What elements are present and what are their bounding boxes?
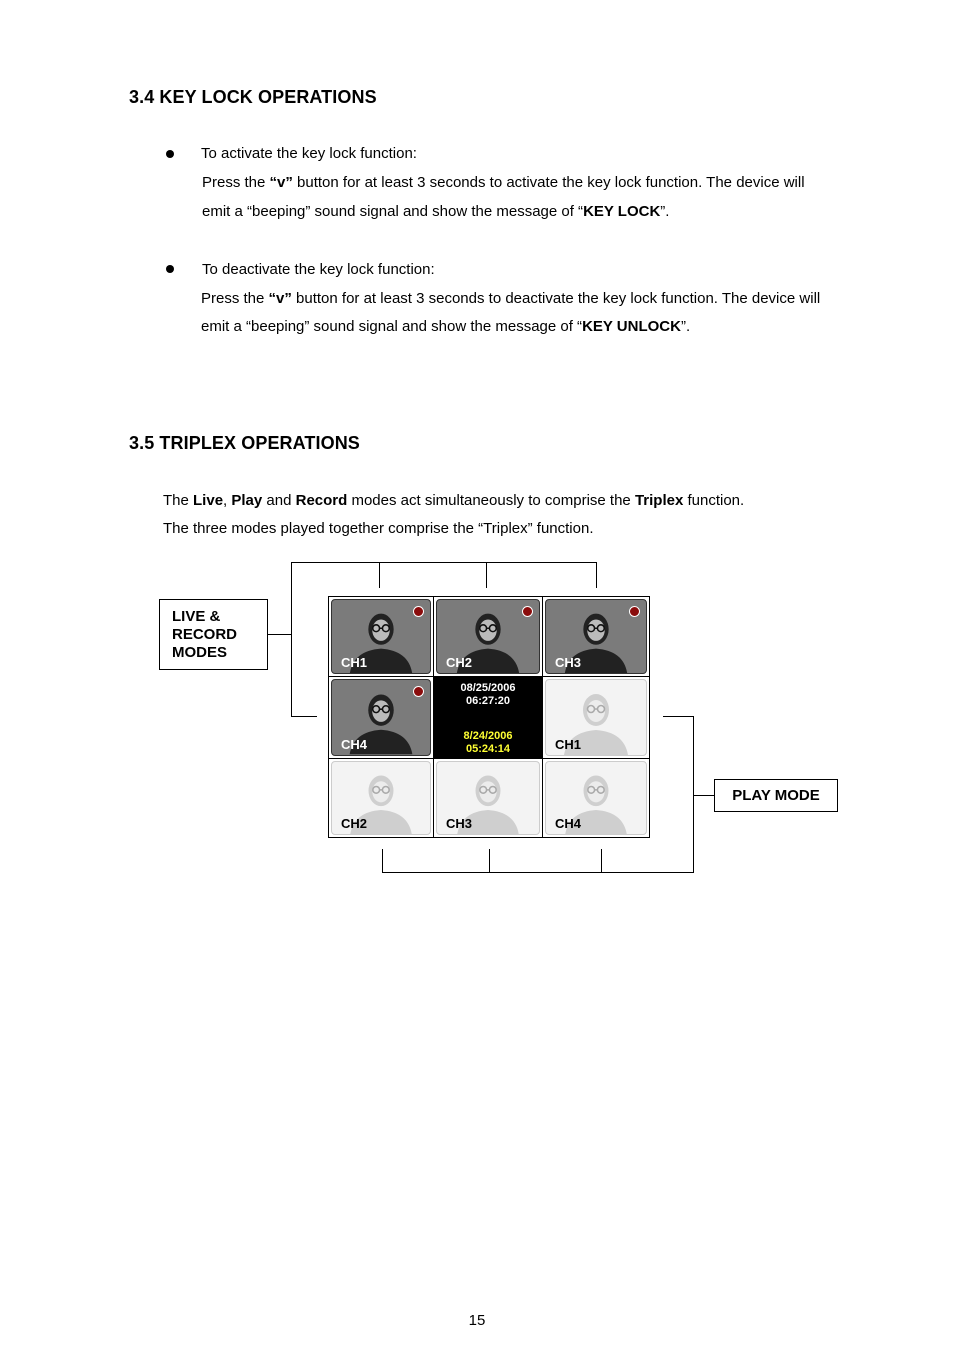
- connector-line: [489, 849, 490, 873]
- triplex-paragraph-2: The three modes played together comprise the “Triplex” function.: [163, 520, 594, 537]
- live-channel-cell[interactable]: CH4: [329, 677, 433, 758]
- play-channel-cell[interactable]: CH2: [329, 759, 433, 837]
- connector-line: [486, 562, 487, 588]
- item1-line2: emit a “beeping” sound signal and show the message of “KEY LOCK”.: [202, 203, 670, 220]
- connector-line: [601, 849, 602, 873]
- live-channel-cell[interactable]: CH1: [329, 597, 433, 676]
- triplex-monitor-grid: [328, 596, 650, 838]
- live-time: 06:27:20: [465, 695, 511, 707]
- triplex-paragraph-1: The Live, Play and Record modes act simultaneously to comprise the Triplex function.: [163, 492, 745, 509]
- section-heading-key-lock: 3.4 KEY LOCK OPERATIONS: [129, 87, 377, 107]
- connector-line: [382, 872, 694, 873]
- page-number: 15: [468, 1312, 486, 1329]
- connector-line: [268, 634, 292, 635]
- item2-line2: emit a “beeping” sound signal and show the message of “KEY UNLOCK”.: [201, 318, 691, 335]
- bullet-icon: [166, 150, 174, 158]
- play-date: 8/24/2006: [463, 730, 513, 742]
- live-record-modes-label: LIVE & RECORD MODES: [159, 599, 268, 670]
- connector-line: [291, 716, 317, 717]
- play-time: 05:24:14: [465, 743, 511, 755]
- play-channel-cell[interactable]: CH1: [543, 677, 649, 758]
- item2-intro: To deactivate the key lock function:: [202, 261, 435, 278]
- live-channel-cell[interactable]: CH3: [543, 597, 649, 676]
- connector-line: [663, 716, 694, 717]
- play-channel-cell[interactable]: CH4: [543, 759, 649, 837]
- record-indicator-icon: [629, 606, 640, 617]
- connector-line: [379, 562, 380, 588]
- live-channel-cell[interactable]: CH2: [434, 597, 542, 676]
- record-indicator-icon: [413, 686, 424, 697]
- bullet-icon: [166, 265, 174, 273]
- record-indicator-icon: [413, 606, 424, 617]
- item1-intro: To activate the key lock function:: [201, 145, 417, 162]
- play-channel-cell[interactable]: CH3: [434, 759, 542, 837]
- connector-line: [382, 849, 383, 873]
- record-indicator-icon: [522, 606, 533, 617]
- connector-line: [291, 562, 597, 563]
- connector-line: [693, 795, 715, 796]
- item1-line1: Press the “v” button for at least 3 seconds to activate the key lock function. The device will: [202, 174, 805, 191]
- connector-line: [291, 562, 292, 717]
- clock-panel: [434, 677, 542, 758]
- item2-line1: Press the “v” button for at least 3 seconds to deactivate the key lock function. The device will: [201, 290, 821, 307]
- live-date: 08/25/2006: [460, 682, 516, 694]
- connector-line: [596, 562, 597, 588]
- section-heading-triplex: 3.5 TRIPLEX OPERATIONS: [129, 433, 360, 453]
- play-mode-label: PLAY MODE: [714, 779, 838, 812]
